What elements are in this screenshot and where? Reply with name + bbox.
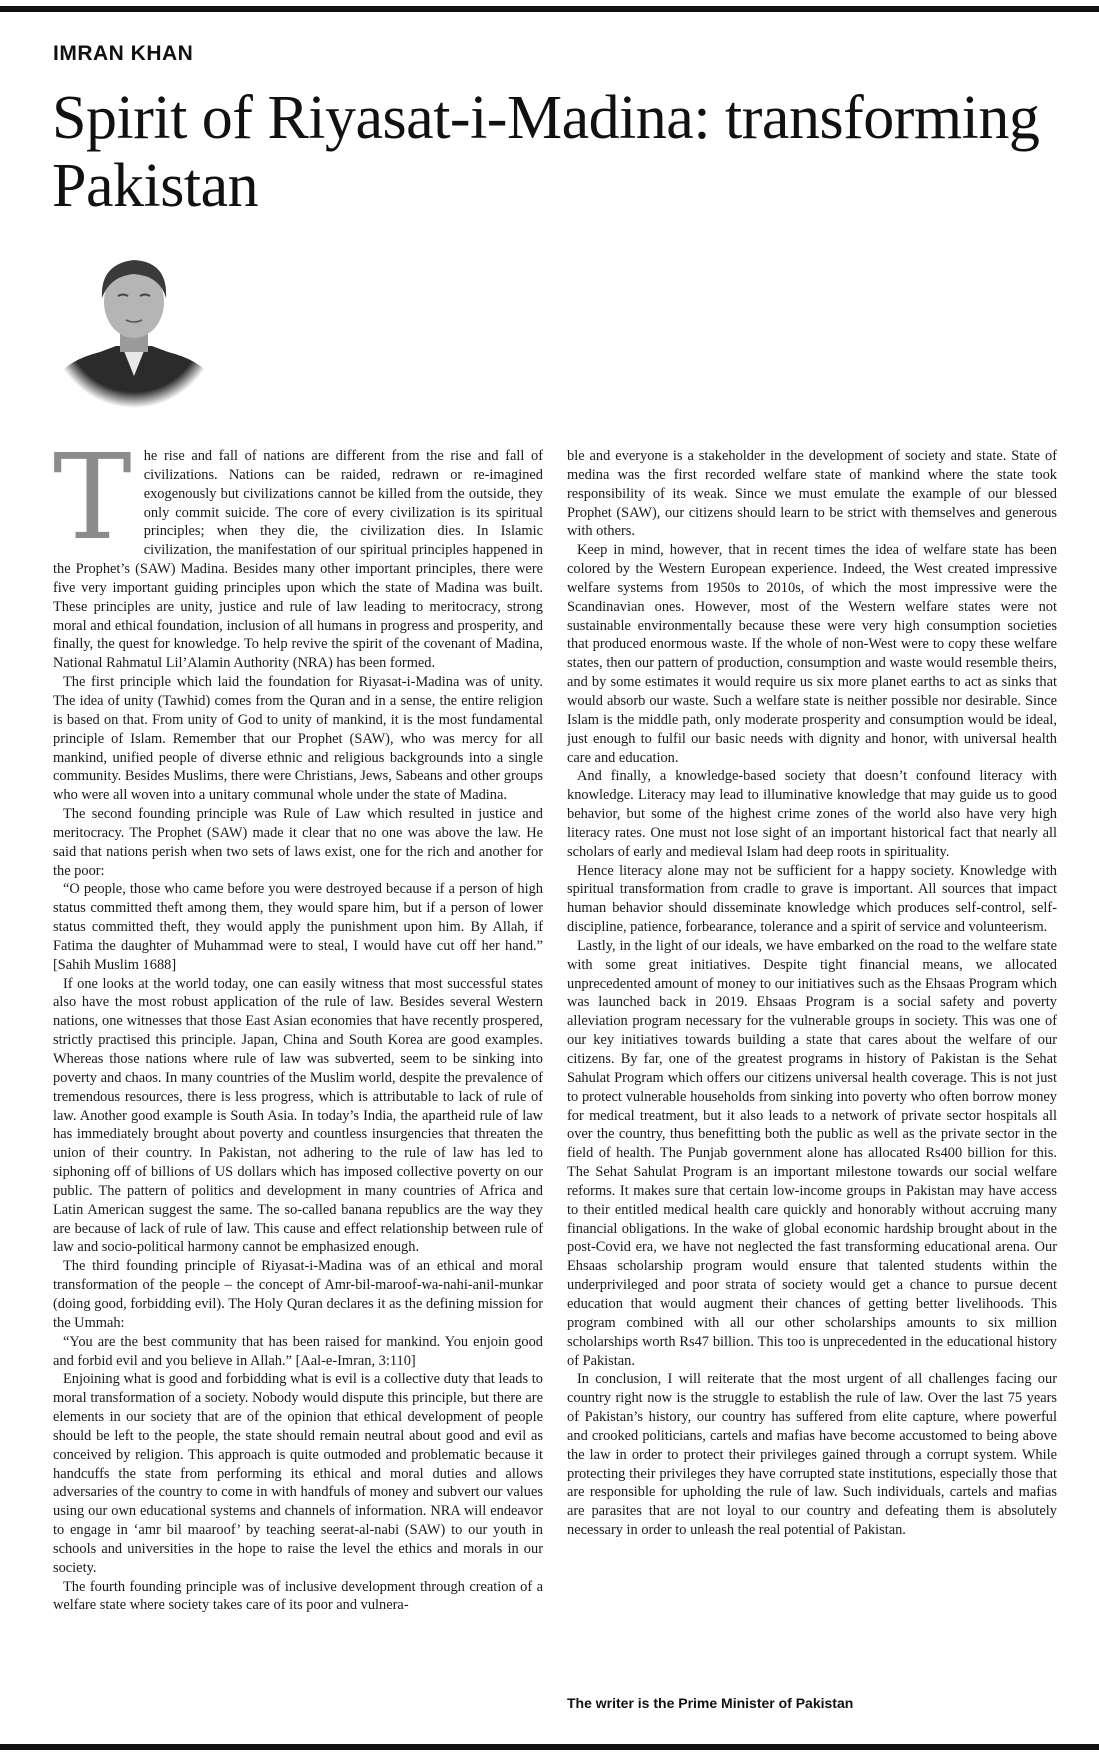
author-note: The writer is the Prime Minister of Pakistan	[567, 1695, 854, 1711]
article-column-right	[567, 447, 1057, 1677]
paragraph: The third founding principle of Riyasat-i-Madina was of an ethical and moral transformation of the people – the concept of Amr-bil-maroof-wa-nahi-anil-munkar (doing good, forbidding evil). The Holy Quran declares it as the defining mission for the Ummah:	[53, 1258, 543, 1331]
paragraph: And finally, a knowledge-based society that doesn’t confound literacy with knowledge. Literacy may lead to illuminative knowledge that may guide us to good behavior, but some of the highest crime zones of the world also have very high literacy rates. One must not lose sight of an important historical fact that nearly all scholars of early and medieval Islam had deep roots in spirituality.	[567, 768, 1057, 860]
quote-paragraph: “O people, those who came before you were destroyed because if a person of high status committed theft among them, they would spare him, but if a person of lower status committed theft, they would apply the punishment upon him. By Allah, if Fatima the daughter of Muhammad were to steal, I would have cut off her hand.” [Sahih Muslim 1688]	[53, 881, 543, 973]
bottom-rule	[0, 1744, 1099, 1750]
paragraph: The rise and fall of nations are different from the rise and fall of civilizations. Nations can be raided, redrawn or re-imagined exogenously but civilizations cannot be killed from the outside, they only commit suicide. The core of every civilization is its spiritual principles; when they die, the civilization dies. In Islamic civilization, the manifestation of our spiritual principles happened in the Prophet’s (SAW) Madina. Besides many other important principles, there were five very important guiding principles upon which the state of Madina was built. These principles are unity, justice and rule of law leading to meritocracy, strong moral and ethical foundation, inclusion of all humans in progress and prosperity, and finally, the quest for knowledge. To help revive the spirit of the covenant of Madina, National Rahmatul Lil’Alamin Authority (NRA) has been formed.	[53, 447, 543, 672]
paragraph: The second founding principle was Rule of Law which resulted in justice and meritocracy. The Prophet (SAW) made it clear that no one was above the law. He said that nations perish when two sets of laws exist, one for the rich and another for the poor:	[53, 806, 543, 879]
author-byline: IMRAN KHAN	[53, 42, 194, 65]
paragraph: Enjoining what is good and forbidding what is evil is a collective duty that leads to moral transformation of a society. Nobody would dispute this principle, but there are elements in our society that are of the opinion that ethical development of people should be left to the people, the state should remain neutral about good and evil as conceived by religion. This approach is quite outmoded and problematic because it handcuffs the state from performing its ethical and moral duties and allows adversaries of the country to come in with handfuls of money and subvert our values using our own educational systems and channels of information. NRA will endeavor to engage in ‘amr bil maaroof’ by teaching seerat-al-nabi (SAW) to our youth in schools and universities in the hope to raise the level the ethics and morals in our society.	[53, 1371, 543, 1576]
author-portrait-image	[56, 246, 212, 408]
drop-cap: T	[53, 447, 132, 566]
paragraph: If one looks at the world today, one can easily witness that most successful states also have the most robust application of the rule of law. Besides several Western nations, one witnesses that those East Asian economies that have recently prospered, strictly practised this principle. Japan, China and South Korea are good examples. Whereas those nations where rule of law was subverted, seem to be sinking into poverty and chaos. In many countries of the Muslim world, despite the prevalence of tremendous resources, there is less progress, which is attributable to lack of rule of law. Another good example is South Asia. In today’s India, the apartheid rule of law has immediately brought about poverty and countless insurgencies that threaten the union of their country. In Pakistan, not adhering to the rule of law has led to siphoning off of billions of US dollars which has imposed collective poverty on our public. The pattern of politics and development in many countries of Africa and Latin American suggest the same. The so-called banana republics are the way they are because of lack of rule of law. This cause and effect relationship between rule of law and socio-political harmony cannot be emphasized enough.	[53, 975, 543, 1256]
paragraph: Keep in mind, however, that in recent times the idea of welfare state has been colored by the Western European experience. Indeed, the West created impressive welfare systems from 1950s to 2010s, of which the most impressive were the Scandinavian ones. However, most of the Western welfare states were not sustainable environmentally because these were very high consumption societies that produced enormous waste. If the whole of non-West were to copy these welfare states, then our pattern of production, consumption and waste would resemble theirs, and by some estimates it would require us six more planet earths to act as sinks that would absorb our waste. Such a welfare state is neither possible nor desirable. Since Islam is the middle path, only moderate prosperity and consumption would be ideal, just enough to fulfil our basic needs with dignity and honor, with universal health care and education.	[567, 542, 1057, 766]
quote-paragraph: “You are the best community that has been raised for mankind. You enjoin good and forbid evil and you believe in Allah.” [Aal-e-Imran, 3:110]	[53, 1333, 543, 1369]
paragraph-continued: ble and everyone is a stakeholder in the development of society and state. State of medina was the first recorded welfare state of mankind where the state took responsibility of its weak. Since we must emulate the example of our blessed Prophet (SAW), our citizens should learn to be strict with themselves and generous with others.	[567, 448, 1057, 540]
paragraph: Lastly, in the light of our ideals, we have embarked on the road to the welfare state with some great initiatives. Despite tight financial means, we allocated unprecedented amount of money to our initiatives such as the Ehsaas Program which was launched back in 2019. Ehsaas Program is a social safety and poverty alleviation program necessary for the vulnerable groups in society. This was one of our key initiatives towards building a state that cares about the welfare of our citizens. By far, one of the greatest programs in history of Pakistan is the Sehat Sahulat Program which offers our citizens universal health coverage. This is not just to protect vulnerable households from sinking into poverty who often borrow money for medical treatment, but it also leads to a network of private sector hospitals all over the country, thus benefitting both the public as well as the private sector in the field of health. The Punjab government alone has allocated Rs400 billion for this. The Sehat Sahulat Program is an important milestone towards our social welfare reforms. It makes sure that certain low-income groups in Pakistan may have access to their entitled medical health care quickly and honorably without accruing many financial obligations. In the wake of global economic hardship brought about in the post-Covid era, we have not neglected the fast transforming educational arena. Our Ehsaas scholarship program would ensure that talented students within the underprivileged and poor strata of society would get a chance to pursue decent education that would augment their chances of getting better livelihoods. This program combined with all our other scholarships amounts to six million scholarships worth Rs47 billion. This too is unprecedented in the educational history of Pakistan.	[567, 937, 1057, 1369]
paragraph: The fourth founding principle was of inclusive development through creation of a welfare state where society takes care of its poor and vulnera-	[53, 1578, 543, 1614]
paragraph: The first principle which laid the foundation for Riyasat-i-Madina was of unity. The idea of unity (Tawhid) comes from the Quran and in a sense, the entire religion is based on that. From unity of God to unity of mankind, it is the most fundamental principle of Islam. Remember that our Prophet (SAW), who was mercy for all mankind, unified people of diverse ethnic and religious backgrounds into a single community. Besides Muslims, there were Christians, Jews, Sabeans and other groups who were all woven into a unitary communal whole under the state of Madina.	[53, 674, 543, 804]
paragraph: Hence literacy alone may not be sufficient for a happy society. Knowledge with spiritual transformation from cradle to grave is important. All sources that impact human behavior should disseminate knowledge which produces self-control, self-discipline, patience, forbearance, tolerance and a spirit of service and volunteerism.	[567, 862, 1057, 936]
article-column-left	[53, 447, 543, 1712]
paragraph: In conclusion, I will reiterate that the most urgent of all challenges facing our country right now is the struggle to establish the rule of law. Over the last 75 years of Pakistan’s history, our country has suffered from elite capture, where powerful and crooked politicians, cartels and mafias have become accustomed to being above the law in order to protect their privileges gained through a corrupt system. While protecting their privileges they have corrupted state institutions, especially those that are responsible for upholding the rule of law. Such individuals, cartels and mafias are parasites that are not loyal to our country and defeating them is absolutely necessary in order to unleash the real potential of Pakistan.	[567, 1371, 1057, 1539]
top-rule	[0, 6, 1099, 12]
article-headline: Spirit of Riyasat-i-Madina: transforming Pakistan	[52, 84, 1040, 220]
